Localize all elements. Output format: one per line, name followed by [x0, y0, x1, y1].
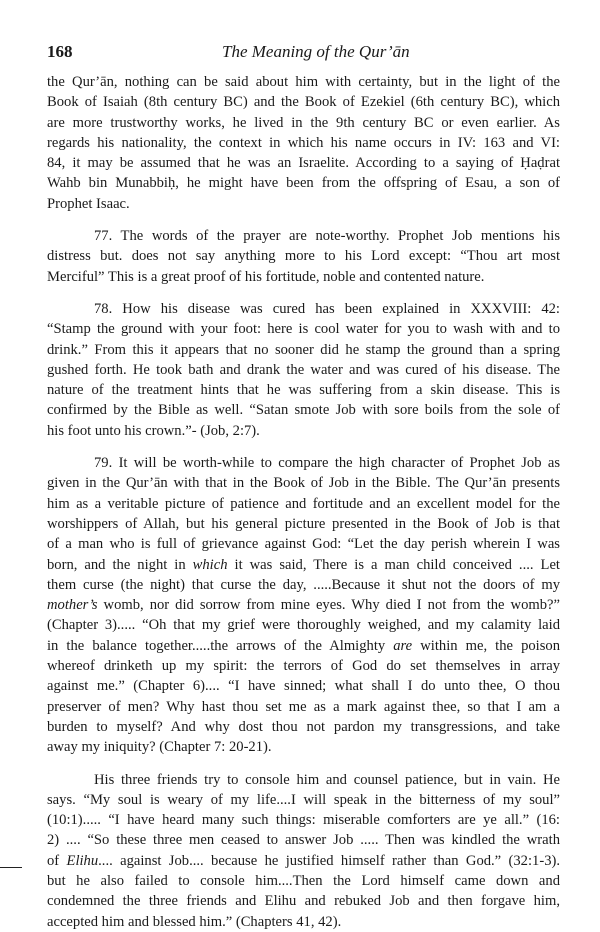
text-line: of Elihu.... against Job.... because he justified himself rather than God.” (32:1-3).	[47, 852, 560, 869]
text-line: mother’s womb, nor did sorrow from mine eyes. Why died I not from the womb?”	[47, 597, 560, 614]
text-line: 79. It will be worth-while to compare the high character of Prophet Job as	[94, 455, 560, 472]
paragraph-gap	[47, 287, 560, 299]
text-line: Book of Isaiah (8th century BC) and the Book of Ezekiel (6th century BC), which	[47, 94, 560, 111]
paragraph-note-78	[47, 299, 560, 441]
text-line: 78. How his disease was cured has been explained in XXXVIII: 42:	[94, 300, 560, 317]
text-line: are more trustworthy works, he lived in the 9th century BC or even earlier. As	[47, 114, 560, 131]
text-line: whereof drinketh up my spirit: the terrors of God do set themselves in array	[47, 658, 560, 675]
italic-text: which	[192, 556, 228, 573]
text-line: accepted him and blessed him.” (Chapters 41, 42).	[47, 913, 342, 930]
page-body	[47, 72, 560, 932]
text-line: 77. The words of the prayer are note-worthy. Prophet Job mentions his	[94, 228, 560, 245]
margin-mark	[0, 867, 22, 868]
text-line: 84, it may be assumed that he was an Israelite. According to a saying of Ḥaḍrat	[47, 155, 560, 172]
text-line: nature of the treatment hints that he was suffering from a skin disease. This is	[47, 382, 560, 399]
text-line: in the balance together.....the arrows of the Almighty are within me, the poison	[47, 637, 560, 654]
paragraph-note-77	[47, 226, 560, 287]
page-number: 168	[47, 42, 73, 61]
italic-text: mother’s	[47, 597, 98, 614]
text-line: (Chapter 3)..... “Oh that my grief were thoroughly weighed, and my calamity laid	[47, 617, 560, 634]
paragraph-note-79-cont	[47, 770, 560, 932]
text-line: of a man who is full of grievance against God: “Let the day perish wherein I was	[47, 536, 560, 553]
running-title: The Meaning of the Qur’ān	[222, 42, 410, 61]
text-line: but he also failed to console him....Then the Lord himself came down and	[47, 872, 560, 889]
text-line: gushed forth. He took bath and drank the water and was cured of his disease. The	[47, 361, 560, 378]
text-line: given in the Qur’ān with that in the Book of Job in the Bible. The Qur’ān presents	[47, 475, 560, 492]
paragraph-note-79	[47, 453, 560, 757]
text-line: condemned the three friends and Elihu and rebuked Job and then forgave him,	[47, 893, 560, 910]
text-line: 2) .... “So these three men ceased to answer Job ..... Then was kindled the wrath	[47, 832, 560, 849]
text-line: drink.” From this it appears that no sooner did he stamp the ground than a spring	[47, 341, 560, 358]
text-line: preserver of men? Why hast thou set me as a mark against thee, so that I am a	[47, 698, 560, 715]
text-line: against me.” (Chapter 6).... “I have sinned; what shall I do unto thee, O thou	[47, 678, 560, 695]
text-line: born, and the night in which it was said, There is a man child conceived .... Let	[47, 556, 560, 573]
text-line: Wahb bin Munabbiḥ, he might have been from the offspring of Esau, a son of	[47, 175, 560, 192]
text-line: confirmed by the Bible as well. “Satan smote Job with sore boils from the sole of	[47, 402, 560, 419]
text-line: his foot unto his crown.”- (Job, 2:7).	[47, 422, 260, 439]
paragraph-p-continued	[47, 72, 560, 214]
text-line: regards his nationality, the context in which his name occurs in IV: 163 and VI:	[47, 134, 560, 151]
italic-text: Elihu	[66, 852, 99, 869]
page-header	[47, 42, 567, 66]
text-line: distress but. does not say anything more to his Lord except: “Thou art most	[47, 248, 560, 265]
paragraph-gap	[47, 214, 560, 226]
text-line: away my iniquity? (Chapter 7: 20-21).	[47, 739, 272, 756]
text-line: says. “My soul is weary of my life....I will speak in the bitterness of my soul”	[47, 791, 560, 808]
text-line: them curse (the night) that curse the day, .....Because it shut not the doors of my	[47, 576, 560, 593]
text-line: “Stamp the ground with your foot: here is cool water for you to wash with and to	[47, 321, 560, 338]
paragraph-gap	[47, 758, 560, 770]
paragraph-gap	[47, 441, 560, 453]
text-line: worshippers of Allah, but his general picture presented in the Book of Job is that	[47, 515, 560, 532]
italic-text: are	[393, 637, 413, 654]
text-line: His three friends try to console him and counsel patience, but in vain. He	[94, 771, 560, 788]
text-line: (10:1)..... “I have heard many such things: miserable comforters are ye all.” (16:	[47, 812, 560, 829]
text-line: Merciful” This is a great proof of his fortitude, noble and contented nature.	[47, 268, 485, 285]
text-line: Prophet Isaac.	[47, 195, 130, 212]
text-line: burden to myself? And why dost thou not pardon my transgressions, and take	[47, 718, 560, 735]
text-line: the Qur’ān, nothing can be said about him with certainty, but in the light of the	[47, 74, 560, 90]
text-line: him as a veritable picture of patience and fortitude and an excellent model for the	[47, 495, 560, 512]
